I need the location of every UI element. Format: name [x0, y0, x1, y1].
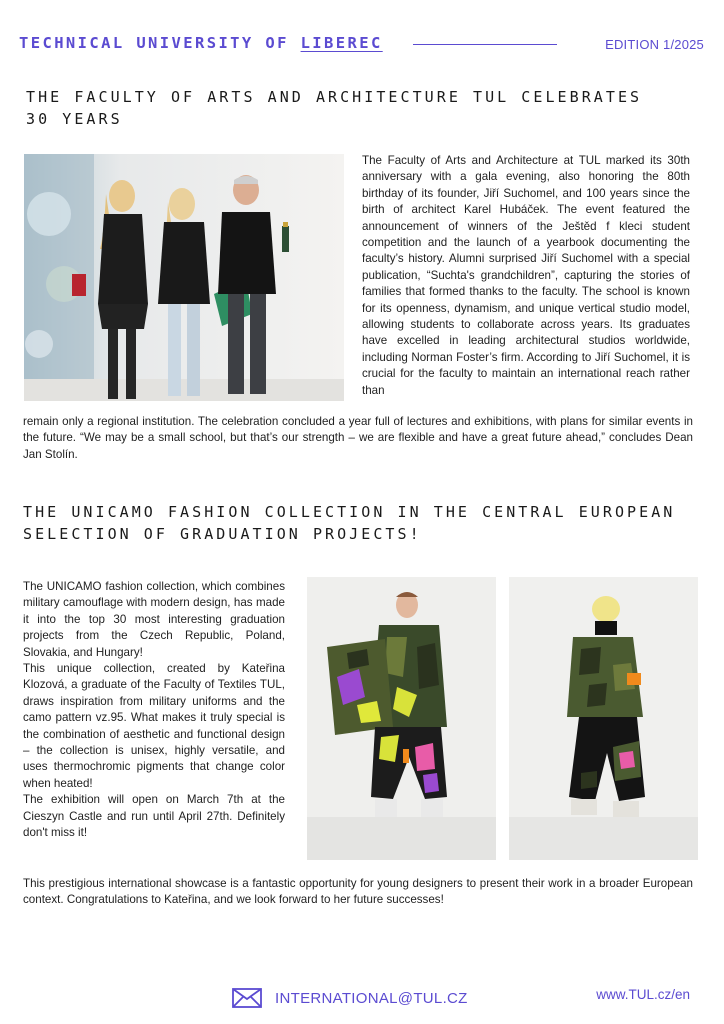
article1-title [26, 86, 642, 130]
article2-title-line1: THE UNICAMO FASHION COLLECTION IN THE CENTRAL EUROPEAN [23, 503, 676, 521]
article1-photo [24, 154, 344, 401]
article2-paragraph2: This unique collection, created by Kateřina Klozová, a graduate of the Faculty of Textiles TUL, draws inspiration from military uniforms and the camo pattern vz.95. What makes it truly special is the combination of aesthetic and functional design – the collection is unisex, highly versatile, and uses thermochromic pigments that change color when heated! [23, 662, 285, 790]
article2-text-column [23, 579, 285, 842]
article2-photo-side [509, 577, 698, 860]
article2-title-line2: SELECTION OF GRADUATION PROJECTS! [23, 525, 422, 543]
article2-paragraph3: The exhibition will open on March 7th at the Cieszyn Castle and run until April 27th. Definitely don't miss it! [23, 793, 285, 840]
envelope-icon [232, 988, 262, 1008]
fashion-model-front-icon [307, 577, 496, 860]
article1-title-line1: THE FACULTY OF ARTS AND ARCHITECTURE TUL CELEBRATES [26, 88, 643, 106]
gala-photo-icon [24, 154, 344, 401]
university-name-prefix: TECHNICAL UNIVERSITY OF [19, 34, 301, 52]
edition-label: EDITION 1/2025 [605, 37, 704, 52]
article2-text-full: This prestigious international showcase is a fantastic opportunity for young designers to present their work in a broader European context. Congratulations to Kateřina, and we look forward to her future successes! [23, 877, 693, 907]
header-divider [413, 44, 557, 45]
article2-title [23, 501, 675, 545]
article1-title-line2: 30 YEARS [26, 110, 123, 128]
university-name-link[interactable]: LIBEREC [300, 34, 383, 52]
contact-email-link[interactable]: INTERNATIONAL@TUL.CZ [275, 989, 468, 1007]
page-header [19, 34, 704, 58]
website-link[interactable]: www.TUL.cz/en [596, 987, 690, 1002]
article2-photo-front [307, 577, 496, 860]
footer-contact[interactable] [232, 988, 468, 1008]
article1-text-full: remain only a regional institution. The celebration concluded a year full of lectures and exhibitions, with plans for similar events in the future. “We may be a small school, but that’s our strength – we are flexible and have a great future ahead,” concludes Dean Jan Stolín. [23, 415, 693, 461]
article1-text-wrapped: The Faculty of Arts and Architecture at TUL marked its 30th anniversary with a gala evening, also honoring the 80th birthday of its founder, Jiří Suchomel, and 100 years since the birth of architect Karel Hubáček. The event featured the announcement of winners of the Ještěd f kleci student competition and the launch of a yearbook documenting the faculty’s history. Alumni surprised Jiří Suchomel with a special publication, “Suchta's grandchildren”, capturing the stories of families that formed thanks to the faculty. The school is known for its openness, dynamism, and unique vertical studio model, allowing students to collaborate across years. Its graduates have excelled in leading architectural studios worldwide, including Norman Foster’s firm. According to Jiří Suchomel, it is crucial for the faculty to maintain an international reach rather than [362, 154, 690, 397]
university-name [19, 34, 383, 52]
article2-paragraph1: The UNICAMO fashion collection, which combines military camouflage with modern design, has made it into the top 30 most interesting graduation projects from the Czech Republic, Poland, Slovakia, and Hungary! [23, 580, 285, 659]
fashion-model-side-icon [509, 577, 698, 860]
